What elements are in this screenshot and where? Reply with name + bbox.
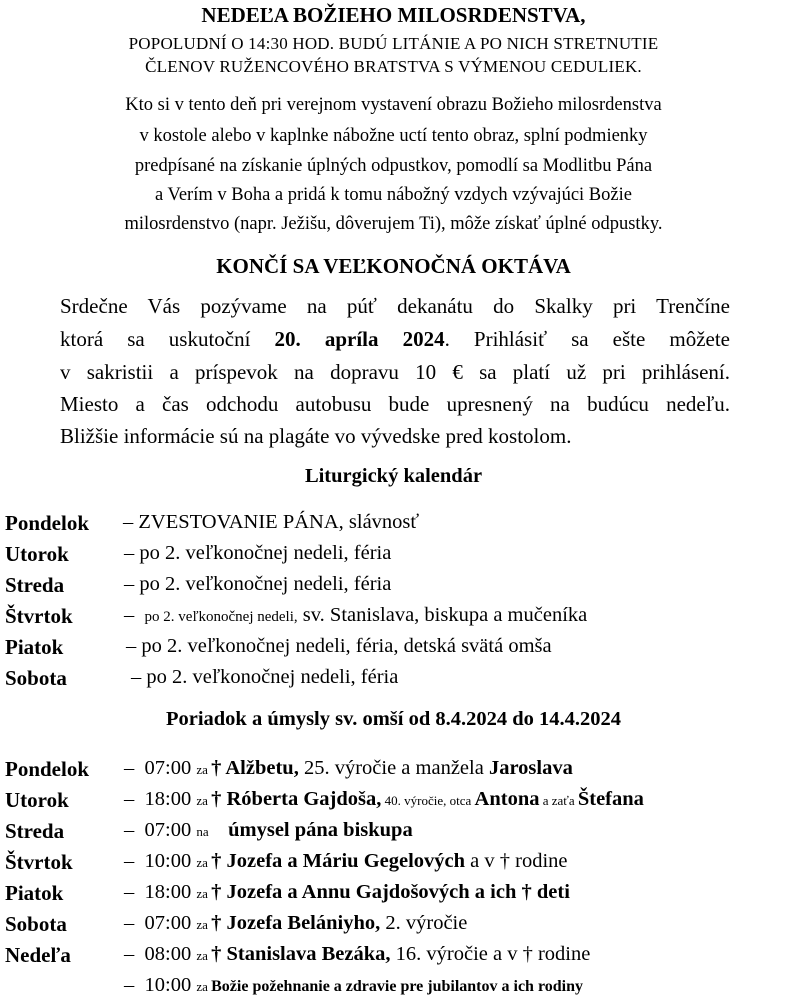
mass-intention-text: a zaťa (539, 793, 578, 808)
mass-intention-name: Jaroslava (488, 757, 573, 779)
calendar-entry: – ZVESTOVANIE PÁNA, slávnosť (123, 511, 420, 533)
mass-dash: – (124, 974, 145, 996)
mass-day: Štvrtok (5, 850, 73, 874)
mass-intention-text: 2. výročie (380, 912, 468, 934)
mass-dash: – (124, 850, 145, 872)
mass-intention-prefix: za (196, 793, 212, 808)
calendar-dash: – (124, 604, 135, 626)
mass-intention-prefix: za (196, 948, 212, 963)
mass-time: 08:00 (144, 943, 197, 965)
mass-entry (124, 881, 570, 904)
mass-day: Streda (5, 819, 65, 843)
mass-intention-text: a v † rodine (465, 850, 568, 872)
mass-intention-text: 40. výročie, otca (381, 793, 475, 808)
mass-day: Piatok (5, 881, 64, 905)
pilgrimage-text: ktorá sa uskutoční (60, 327, 251, 351)
mass-entry (124, 788, 644, 811)
mass-time: 18:00 (144, 788, 197, 810)
mass-intention-prefix: za (196, 762, 212, 777)
mass-entry (124, 757, 573, 780)
calendar-entry: – po 2. veľkonočnej nedeli, féria, detská svätá omša (126, 635, 552, 657)
mass-dash: – (124, 788, 145, 810)
pilgrimage-line (60, 327, 730, 352)
octave-heading: KONČÍ SA VEĽKONOČNÁ OKTÁVA (216, 254, 571, 278)
mass-intention-prefix: za (196, 979, 212, 994)
calendar-entry: – po 2. veľkonočnej nedeli, féria (124, 573, 392, 595)
mass-intention-name: † Alžbetu, (211, 757, 299, 779)
bulletin-subtitle-line2: ČLENOV RUŽENCOVÉHO BRATSTVA S VÝMENOU CEDULIEK. (145, 57, 642, 76)
mass-entry (124, 850, 568, 873)
mass-intention-prefix: za (196, 886, 212, 901)
mass-dash: – (124, 819, 145, 841)
mass-intention-name: † Róberta Gajdoša, (211, 788, 382, 810)
mass-dash: – (124, 912, 145, 934)
indulgence-line: v kostole alebo v kaplnke nábožne uctí tento obraz, splní podmienky (139, 126, 648, 146)
pilgrimage-line: v sakristii a príspevok na dopravu 10 € sa platí už pri prihlásení. (60, 360, 730, 384)
bulletin-title: NEDEĽA BOŽIEHO MILOSRDENSTVA, (201, 3, 586, 27)
calendar-day: Piatok (5, 635, 64, 659)
mass-time: 07:00 (144, 912, 197, 934)
calendar-day: Pondelok (5, 511, 90, 535)
mass-day: Sobota (5, 912, 67, 936)
mass-intention-text: 16. výročie a v † rodine (390, 943, 591, 965)
mass-dash: – (124, 881, 145, 903)
mass-intention-prefix: za (196, 855, 212, 870)
mass-entry (124, 912, 467, 935)
calendar-entry (124, 604, 587, 627)
mass-entry (124, 943, 590, 966)
calendar-day: Sobota (5, 666, 67, 690)
calendar-entry-rest: sv. Stanislava, biskupa a mučeníka (302, 604, 588, 626)
pilgrimage-line: Bližšie informácie sú na plagáte vo vývedske pred kostolom. (60, 424, 572, 448)
mass-intention-name: † Stanislava Bezáka, (211, 943, 391, 965)
pilgrimage-line: Miesto a čas odchodu autobusu bude upresnený na budúcu nedeľu. (60, 392, 730, 416)
mass-time: 07:00 (144, 819, 197, 841)
calendar-entry: – po 2. veľkonočnej nedeli, féria (124, 542, 392, 564)
mass-intention-prefix: za (196, 917, 212, 932)
mass-entry (124, 974, 583, 997)
masses-heading: Poriadok a úmysly sv. omší od 8.4.2024 do 14.4.2024 (165, 708, 622, 730)
indulgence-line: predpísané na získanie úplných odpustkov, pomodlí sa Modlitbu Pána (134, 156, 653, 176)
mass-dash: – (124, 757, 145, 779)
calendar-entry-small: po 2. veľkonočnej nedeli, (144, 609, 298, 625)
bulletin-subtitle-line1: POPOLUDNÍ O 14:30 HOD. BUDÚ LITÁNIE A PO NICH STRETNUTIE (128, 34, 659, 53)
calendar-day: Štvrtok (5, 604, 73, 628)
mass-intention-name: úmysel pána biskupa (228, 819, 413, 841)
indulgence-line: Kto si v tento deň pri verejnom vystavení obrazu Božieho milosrdenstva (125, 95, 662, 115)
mass-dash: – (124, 943, 145, 965)
mass-intention-name: Štefana (577, 788, 644, 810)
indulgence-line: milosrdenstvo (napr. Ježišu, dôverujem Ti), môže získať úplné odpustky. (124, 214, 663, 234)
mass-intention-text: 25. výročie a manžela (298, 757, 489, 779)
mass-time: 07:00 (144, 757, 197, 779)
pilgrimage-text: . Prihlásiť sa ešte môžete (444, 327, 731, 351)
mass-day: Pondelok (5, 757, 90, 781)
mass-intention-name: † Jozefa a Annu Gajdošových a ich † deti (211, 881, 570, 903)
calendar-day: Streda (5, 573, 65, 597)
mass-intention-name: Antona (474, 788, 540, 810)
mass-intention-name: † Jozefa Belániyho, (211, 912, 381, 934)
pilgrimage-line: Srdečne Vás pozývame na púť dekanátu do Skalky pri Trenčíne (60, 294, 730, 318)
mass-day: Nedeľa (5, 943, 71, 967)
calendar-heading: Liturgický kalendár (304, 465, 483, 487)
mass-entry (124, 819, 413, 842)
mass-time: 18:00 (144, 881, 197, 903)
mass-time: 10:00 (144, 850, 197, 872)
pilgrimage-date: 20. apríla 2024 (274, 327, 445, 351)
indulgence-line: a Verím v Boha a pridá k tomu nábožný vzdych vzývajúci Božie (155, 185, 632, 205)
mass-time: 10:00 (144, 974, 197, 996)
mass-day: Utorok (5, 788, 69, 812)
mass-intention-prefix: na (196, 824, 229, 839)
mass-intention-name: Božie požehnanie a zdravie pre jubilantov a ich rodiny (211, 978, 583, 995)
calendar-day: Utorok (5, 542, 69, 566)
mass-intention-name: † Jozefa a Máriu Gegelových (211, 850, 466, 872)
calendar-entry: – po 2. veľkonočnej nedeli, féria (131, 666, 399, 688)
